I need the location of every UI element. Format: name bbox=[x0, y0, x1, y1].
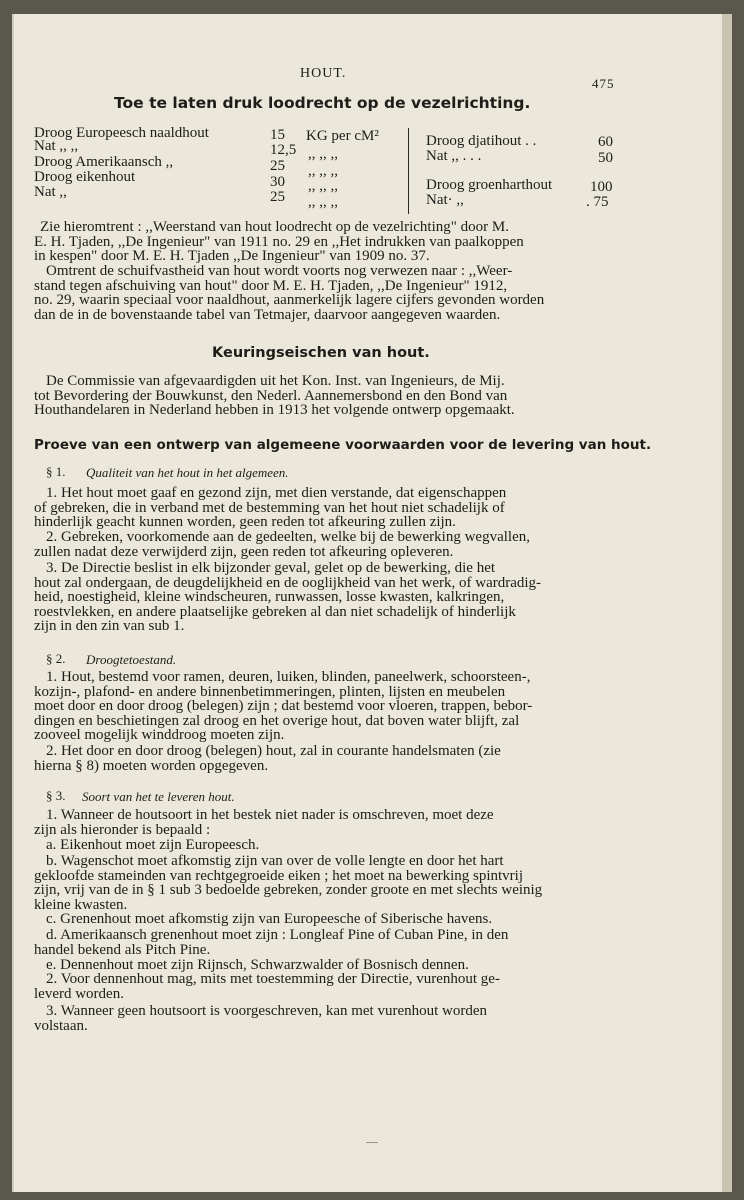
section-1-heading: Qualiteit van het hout in het algemeen. bbox=[86, 465, 289, 480]
text-line: kleine kwasten. bbox=[34, 896, 128, 913]
table-unit: KG per cM² bbox=[306, 128, 379, 144]
s3-paragraph-2 bbox=[34, 971, 500, 1002]
text-line: e. Dennenhout moet zijn Rijnsch, Schwarzwalder of Bosnisch dennen. bbox=[46, 957, 469, 973]
text-line: tot Bevordering der Bouwkunst, den Nederl. Aannemersbond en den Bond van bbox=[34, 387, 508, 404]
text-line: heid, noestigheid, kleine windscheuren, runwassen, losse kwasten, kalkringen, bbox=[34, 589, 505, 605]
table-row: Droog groenharthout bbox=[426, 177, 553, 193]
section-1-number: § 1. bbox=[46, 464, 66, 479]
text-line: no. 29, waarin speciaal voor naaldhout, aanmerkelijk lagere cijfers gevonden worden bbox=[34, 292, 545, 308]
text-line: 1. Wanneer de houtsoort in het bestek niet nader is omschreven, moet deze bbox=[46, 807, 494, 823]
text-line: 3. De Directie beslist in elk bijzonder geval, gelet op de bewerking, die het bbox=[46, 560, 496, 576]
text-line: Houthandelaren in Nederland hebben in 1913 het volgende ontwerp opgemaakt. bbox=[34, 402, 515, 418]
s1-paragraph-3 bbox=[34, 560, 542, 634]
text-line: gekloofde stameinden van rechtgegroeide eiken ; het moet na bewerking spintvrij bbox=[34, 867, 524, 884]
proeve-title: Proeve van een ontwerp van algemeene voorwaarden voor de levering van hout. bbox=[34, 437, 652, 453]
s3-item-c bbox=[46, 912, 492, 927]
s1-paragraph-2 bbox=[34, 529, 530, 560]
section-3-number: § 3. bbox=[46, 788, 66, 803]
text-line: 2. Voor dennenhout mag, mits met toestemming der Directie, vurenhout ge- bbox=[46, 971, 500, 987]
section-2-number: § 2. bbox=[46, 651, 66, 666]
table-value: 15 bbox=[270, 127, 285, 143]
text-line: 2. Het door en door droog (belegen) hout, zal in courante handelsmaten (zie bbox=[46, 743, 501, 759]
s3-item-a bbox=[46, 838, 259, 853]
text-line: b. Wagenschot moet afkomstig zijn van over de volle lengte en door het hart bbox=[46, 853, 504, 869]
text-line: roestvlekken, en andere plaatselijke gebreken al dan niet schadelijk of hinderlijk bbox=[34, 603, 516, 620]
section-title: Keuringseischen van hout. bbox=[212, 345, 430, 361]
page-edge bbox=[722, 14, 732, 1192]
section-intro bbox=[34, 373, 515, 418]
text-line: zijn, vrij van de in § 1 sub 3 bedoelde gebreken, zonder groote en met slechts weinig bbox=[34, 882, 543, 898]
table-row: Droog djatihout . . bbox=[426, 133, 537, 149]
table-title: Toe te laten druk loodrecht op de vezelrichting. bbox=[114, 94, 531, 112]
table-row: Droog eikenhout bbox=[34, 169, 136, 185]
text-line: kozijn-, plafond- en andere binnenbetimmeringen, plinten, lijsten en meubelen bbox=[34, 683, 506, 700]
text-line: 1. Het hout moet gaaf en gezond zijn, met dien verstande, dat eigenschappen bbox=[46, 485, 507, 501]
table-row: Droog Europeesch naaldhout bbox=[34, 125, 209, 141]
text-line: dingen en beschietingen zal droog en het overige hout, dat boven water blijft, zal bbox=[34, 712, 520, 729]
text-line: hinderlijk geacht kunnen worden, geen reden tot afkeuring zullen zijn. bbox=[34, 514, 456, 530]
table-row: Nat ,, . . . bbox=[426, 148, 482, 164]
table-value: 100 bbox=[590, 179, 613, 195]
text-line: of gebreken, die in verband met de bestemming van het hout niet schadelijk of bbox=[34, 499, 505, 516]
text-line: zijn als hieronder is bepaald : bbox=[34, 821, 211, 838]
paragraph-reference bbox=[34, 219, 524, 264]
text-line: Zie hieromtrent : ,,Weerstand van hout loodrecht op de vezelrichting" door M. bbox=[40, 219, 509, 235]
s3-item-d bbox=[34, 927, 509, 958]
text-line: E. H. Tjaden, ,,De Ingenieur" van 1911 no. 29 en ,,Het indrukken van paalkoppen bbox=[34, 233, 524, 250]
text-line: zooveel mogelijk winddroog moeten zijn. bbox=[34, 727, 285, 743]
table-value: 50 bbox=[598, 150, 613, 166]
text-line: volstaan. bbox=[34, 1017, 88, 1034]
s1-paragraph-1 bbox=[34, 485, 507, 530]
s3-item-b bbox=[34, 853, 543, 913]
table-value: 60 bbox=[598, 134, 613, 150]
section-3-heading: Soort van het te leveren hout. bbox=[82, 789, 235, 804]
text-line: c. Grenenhout moet afkomstig zijn van Europeesche of Siberische havens. bbox=[46, 911, 493, 927]
page-number: 475 bbox=[592, 76, 615, 91]
table-value: 25 bbox=[270, 189, 285, 205]
table-value: 12,5 bbox=[270, 142, 297, 158]
text-line: in kespen" door M. E. H. Tjaden ,,De Ingenieur" van 1909 no. 37. bbox=[34, 248, 430, 264]
table-value: . 75 bbox=[586, 194, 609, 210]
text-line: zijn in den zin van sub 1. bbox=[34, 618, 185, 634]
table-unit: ,, ,, ,, bbox=[308, 194, 338, 210]
text-line: dan de in de bovenstaande tabel van Tetmajer, daarvoor aangegeven waarden. bbox=[34, 306, 501, 323]
text-line: a. Eikenhout moet zijn Europeesch. bbox=[46, 837, 260, 853]
text-line: 1. Hout, bestemd voor ramen, deuren, luiken, blinden, paneelwerk, schoorsteen-, bbox=[46, 669, 531, 685]
text-line: 3. Wanneer geen houtsoort is voorgeschreven, kan met vurenhout worden bbox=[46, 1003, 488, 1019]
section-2-heading: Droogtetoestand. bbox=[86, 652, 177, 667]
table-unit: ,, ,, ,, bbox=[308, 178, 338, 194]
table-divider bbox=[408, 128, 409, 214]
text-line: moet door en door droog (belegen) zijn ; dat bestemd voor vloeren, trappen, bebor- bbox=[34, 698, 533, 714]
text-line: Omtrent de schuifvastheid van hout wordt voorts nog verwezen naar : ,,Weer- bbox=[46, 263, 513, 279]
running-header: HOUT. bbox=[300, 66, 347, 81]
s2-paragraph-2 bbox=[34, 743, 501, 774]
text-line: hout zal ondergaan, de deugdelijkheid en de ooglijkheid van het werk, of wardradig- bbox=[34, 574, 542, 591]
text-line: zullen nadat deze verwijderd zijn, geen reden tot afkeuring opleveren. bbox=[34, 543, 454, 560]
table-row: Droog Amerikaansch ,, bbox=[34, 154, 174, 170]
text-line: handel bekend als Pitch Pine. bbox=[34, 941, 211, 958]
text-line: hierna § 8) moeten worden opgegeven. bbox=[34, 757, 269, 774]
s2-paragraph-1 bbox=[34, 669, 533, 743]
table-unit: ,, ,, ,, bbox=[308, 163, 338, 179]
table-row: Nat ,, ,, bbox=[34, 138, 79, 154]
text-line: De Commissie van afgevaardigden uit het Kon. Inst. van Ingenieurs, de Mij. bbox=[46, 373, 505, 389]
text-line: stand tegen afschuiving van hout" door M. E. H. Tjaden, ,,De Ingenieur" 1912, bbox=[34, 277, 508, 294]
table-row: Nat· ,, bbox=[426, 192, 464, 208]
table-value: 30 bbox=[270, 174, 285, 190]
table-value: 25 bbox=[270, 158, 285, 174]
s3-paragraph-1 bbox=[34, 807, 494, 838]
text-line: 2. Gebreken, voorkomende aan de gedeelten, welke bij de bewerking wegvallen, bbox=[46, 529, 530, 545]
table-row: Nat ,, bbox=[34, 184, 67, 200]
bottom-mark bbox=[366, 1142, 378, 1143]
table-unit: ,, ,, ,, bbox=[308, 146, 338, 162]
s3-paragraph-3 bbox=[34, 1003, 488, 1034]
paragraph-shear bbox=[34, 263, 545, 323]
text-line: leverd worden. bbox=[34, 985, 124, 1002]
text-line: d. Amerikaansch grenenhout moet zijn : Longleaf Pine of Cuban Pine, in den bbox=[46, 927, 509, 943]
